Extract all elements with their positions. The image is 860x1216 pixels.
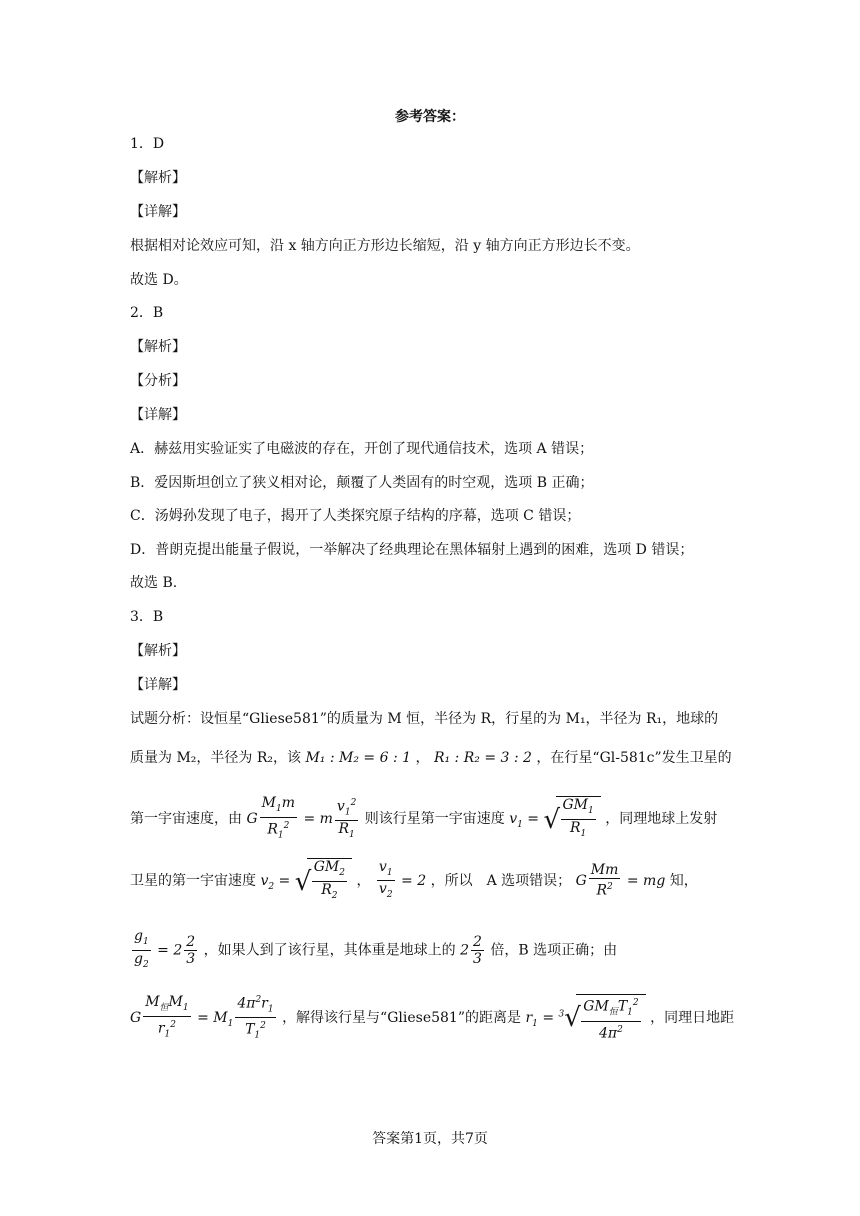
formula-v2: $v_2$ = [260, 872, 295, 892]
page-footer: 答案第1页，共7页 [372, 1131, 488, 1147]
text-segment: ，如果人到了该行星，其体重是地球上的 [203, 942, 456, 959]
text-segment: ， [415, 750, 430, 766]
text-segment: 倍，B 选项正确；由 [490, 942, 618, 959]
analysis-label: 【解析】 [130, 339, 186, 355]
formula-equals: = $M_1$ [192, 1009, 234, 1029]
formula-r1: $r_1 = ^3$ [525, 1009, 565, 1029]
formula-v1: $v_1$ = [509, 811, 544, 830]
text-line: 故选 D。 [130, 272, 188, 288]
detail-label: 【详解】 [130, 407, 186, 423]
formula-equals: = mg [622, 872, 666, 889]
text-segment: ，同理日地距 [650, 1009, 735, 1026]
formula-frac: $\frac{g_1}{g_2}$ [134, 928, 149, 970]
formula-frac: $\frac{v_1}{v_2}$ [378, 858, 393, 901]
text-line [130, 928, 617, 973]
radius-ratio: R₁ : R₂ = 3 : 2 [433, 750, 532, 766]
formula-gravity: G [130, 1009, 142, 1026]
detail-label: 【详解】 [130, 677, 186, 693]
answer-2: 2．B [130, 305, 164, 321]
formula-frac: $\frac{v_1^2}{R_1}$ [335, 795, 358, 843]
formula-equals: = m [299, 811, 333, 828]
formula-frac: $\frac{2}{3}$ [473, 933, 482, 967]
formula-gravity: G [575, 872, 587, 889]
text-line [130, 992, 734, 1046]
text-segment: 卫星的第一宇宙速度 [130, 872, 256, 889]
formula-gravity: G [246, 811, 258, 828]
formula-frac: $\frac{Mm}{R^2}$ [590, 862, 619, 900]
text-segment: 第一宇宙速度，由 [130, 811, 242, 828]
formula-frac: $\frac{M_1m}{R_1^2}$ [261, 795, 295, 841]
text-segment: ，在行星“Gl-581c”发生卫星的 [536, 750, 732, 766]
text-segment: ，所以 A 选项错误； [430, 872, 572, 889]
text-line [130, 748, 732, 768]
text-segment: ，同理地球上发射 [605, 811, 718, 828]
analysis-label: 【分析】 [130, 373, 186, 389]
formula-equals: = 2 [152, 942, 183, 959]
text-segment: 则该行星第一宇宙速度 [364, 811, 505, 828]
text-line: 试题分析：设恒星“Gliese581”的质量为 M 恒，半径为 R，行星的为 M₁，半径为 R₁，地球的 [130, 711, 719, 727]
option-d: D．普朗克提出能量子假说，一举解决了经典理论在黑体辐射上遇到的困难，选项 D 错误； [130, 542, 694, 558]
detail-label: 【详解】 [130, 204, 186, 220]
text-segment: ， [356, 872, 371, 889]
text-line [130, 858, 698, 909]
text-segment: ，解得该行星与“Gliese581”的距离是 [282, 1009, 521, 1026]
formula-cuberoot: √ $\frac{GM_恒T_1^2}{4\pi^2}$ [564, 994, 645, 1041]
answer-3: 3．B [130, 609, 164, 625]
text-segment: 知， [669, 872, 698, 889]
formula-mixed: 2 [460, 942, 469, 959]
mass-ratio: M₁ : M₂ = 6 : 1 [305, 750, 412, 766]
analysis-label: 【解析】 [130, 643, 186, 659]
formula-sqrt: √ $\frac{GM_2}{R_2}$ [295, 858, 352, 904]
text-segment: 质量为 M₂，半径为 R₂，该 [130, 750, 302, 766]
formula-frac: $\frac{4\pi^2r_1}{T_1^2}$ [235, 992, 275, 1044]
formula-frac: $\frac{M_恒M_1}{r_1^2}$ [145, 993, 189, 1040]
text-line: 根据相对论效应可知，沿 x 轴方向正方形边长缩短，沿 y 轴方向正方形边长不变。 [130, 238, 640, 254]
text-line: 故选 B. [130, 575, 178, 591]
formula-sqrt: √ $\frac{GM_1}{R_1}$ [544, 796, 601, 842]
option-a: A．赫兹用实验证实了电磁波的存在，开创了现代通信技术，选项 A 错误； [130, 441, 594, 457]
option-c: C．汤姆孙发现了电子，揭开了人类探究原子结构的序幕，选项 C 错误； [130, 508, 581, 524]
option-b: B．爱因斯坦创立了狭义相对论，颠覆了人类固有的时空观，选项 B 正确； [130, 475, 594, 491]
text-line [130, 795, 717, 847]
analysis-label: 【解析】 [130, 170, 186, 186]
formula-equals: = 2 [396, 872, 427, 889]
answer-1: 1．D [130, 136, 165, 152]
formula-frac: $\frac{2}{3}$ [186, 933, 196, 967]
page-title: 参考答案： [395, 109, 465, 125]
